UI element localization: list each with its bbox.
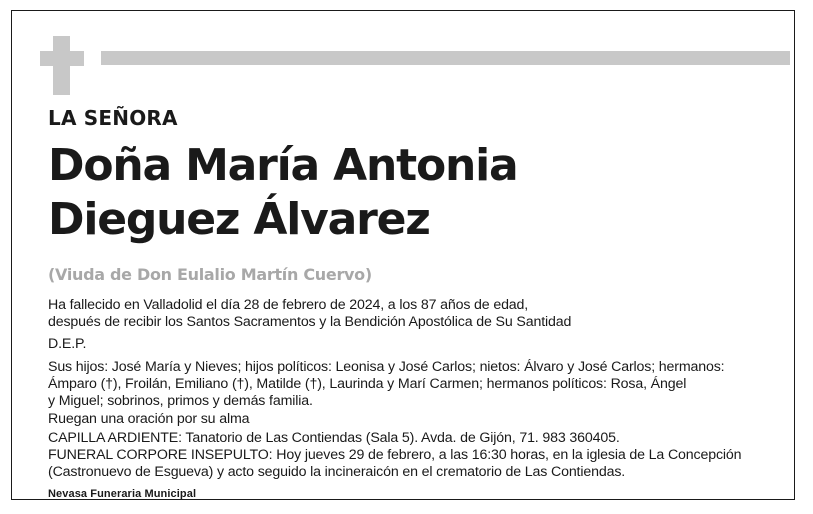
funeral-line2: (Castronuevo de Esgueva) y acto seguido la incineraicón en el crematorio de Las Contiendas. (48, 464, 626, 480)
family-line1: Sus hijos: José María y Nieves; hijos políticos: Leonisa y José Carlos; nietos: Álvaro y José Carlos; hermanos: (48, 359, 725, 375)
prayer-request: Ruegan una oración por su alma (48, 411, 250, 427)
announcement-line1: Ha fallecido en Valladolid el día 28 de febrero de 2024, a los 87 años de edad, (48, 297, 529, 313)
funeral-home: Nevasa Funeraria Municipal (48, 488, 197, 500)
family-line3: y Miguel; sobrinos, primos y demás familia. (48, 393, 313, 409)
funeral-line1: FUNERAL CORPORE INSEPULTO: Hoy jueves 29 de febrero, a las 16:30 horas, en la iglesia de La Concepción (48, 447, 742, 463)
honorific: LA SEÑORA (48, 106, 178, 130)
obituary-card (11, 10, 795, 500)
deceased-name-line2: Dieguez Álvarez (48, 194, 430, 245)
header-rule (101, 51, 790, 65)
deceased-name-line1: Doña María Antonia (48, 140, 518, 191)
cross-icon-arm (40, 51, 84, 66)
chapel-info: CAPILLA ARDIENTE: Tanatorio de Las Contiendas (Sala 5). Avda. de Gijón, 71. 983 360405. (48, 430, 620, 446)
announcement-line2: después de recibir los Santos Sacramentos y la Bendición Apostólica de Su Santidad (48, 314, 572, 330)
widow-of: (Viuda de Don Eulalio Martín Cuervo) (48, 265, 372, 284)
dep-label: D.E.P. (48, 336, 87, 352)
family-line2: Ámparo (†), Froilán, Emiliano (†), Matilde (†), Laurinda y Marí Carmen; hermanos políticos: Rosa, Ángel (48, 376, 687, 392)
